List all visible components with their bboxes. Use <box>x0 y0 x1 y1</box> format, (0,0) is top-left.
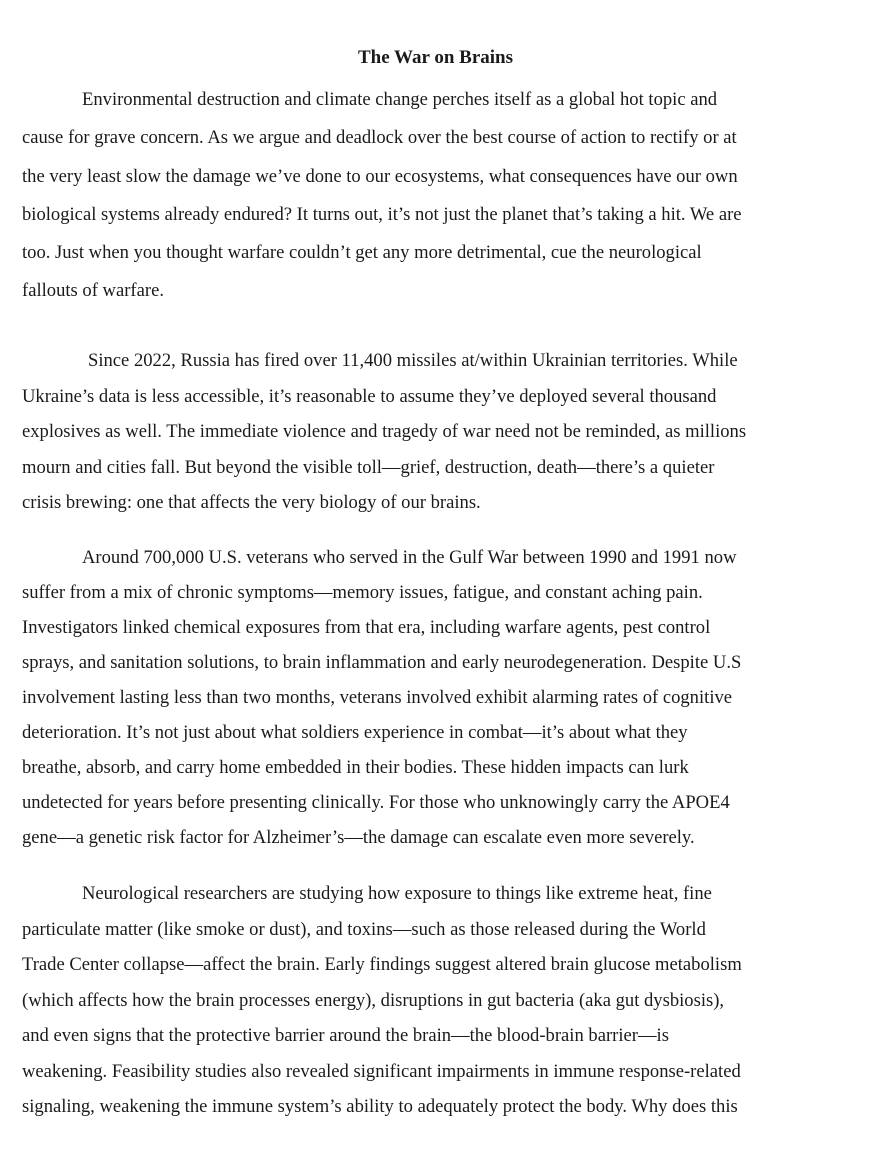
text-line: Around 700,000 U.S. veterans who served in the Gulf War between 1990 and 1991 now <box>82 547 737 568</box>
page-title: The War on Brains <box>357 47 514 68</box>
text-line: biological systems already endured? It turns out, it’s not just the planet that’s taking a hit. We are <box>22 203 742 225</box>
text-line: Investigators linked chemical exposures from that era, including warfare agents, pest control <box>22 617 711 638</box>
text-line: (which affects how the brain processes energy), disruptions in gut bacteria (aka gut dysbiosis), <box>22 989 725 1011</box>
text-line: Environmental destruction and climate change perches itself as a global hot topic and <box>82 89 718 110</box>
text-line: deterioration. It’s not just about what soldiers experience in combat—it’s about what they <box>22 722 688 743</box>
text-line: and even signs that the protective barrier around the brain—the blood-brain barrier—is <box>22 1025 669 1046</box>
text-line: breathe, absorb, and carry home embedded in their bodies. These hidden impacts can lurk <box>22 757 689 778</box>
text-line: particulate matter (like smoke or dust), and toxins—such as those released during the World <box>22 918 706 940</box>
text-line: signaling, weakening the immune system’s ability to adequately protect the body. Why does this <box>22 1096 738 1117</box>
text-line: Neurological researchers are studying how exposure to things like extreme heat, fine <box>82 883 712 904</box>
text-line: suffer from a mix of chronic symptoms—memory issues, fatigue, and constant aching pain. <box>22 582 703 603</box>
text-line: mourn and cities fall. But beyond the visible toll—grief, destruction, death—there’s a quieter <box>22 456 715 478</box>
text-line: crisis brewing: one that affects the very biology of our brains. <box>22 492 481 513</box>
paragraph-1 <box>22 81 822 311</box>
text-line: sprays, and sanitation solutions, to brain inflammation and early neurodegeneration. Despite U.S <box>22 652 742 673</box>
text-line: undetected for years before presenting clinically. For those who unknowingly carry the APOE4 <box>22 792 730 813</box>
paragraph-4 <box>22 876 822 1125</box>
text-line: Trade Center collapse—affect the brain. Early findings suggest altered brain glucose metabolism <box>22 954 742 975</box>
text-line: Since 2022, Russia has fired over 11,400 missiles at/within Ukrainian territories. While <box>88 350 738 371</box>
text-line: too. Just when you thought warfare couldn’t get any more detrimental, cue the neurological <box>22 242 702 264</box>
text-line: involvement lasting less than two months, veterans involved exhibit alarming rates of cognitive <box>22 687 733 708</box>
text-line: gene—a genetic risk factor for Alzheimer’s—the damage can escalate even more severely. <box>22 827 695 848</box>
text-line: the very least slow the damage we’ve done to our ecosystems, what consequences have our own <box>22 165 738 187</box>
text-line: fallouts of warfare. <box>22 280 164 302</box>
paragraph-2 <box>22 343 822 521</box>
text-line: explosives as well. The immediate violence and tragedy of war need not be reminded, as millions <box>22 421 747 442</box>
paragraph-3 <box>22 540 822 855</box>
text-line: Ukraine’s data is less accessible, it’s reasonable to assume they’ve deployed several thousand <box>22 385 717 407</box>
text-line: cause for grave concern. As we argue and deadlock over the best course of action to rectify or at <box>22 127 737 149</box>
text-line: weakening. Feasibility studies also revealed significant impairments in immune response-related <box>22 1060 741 1082</box>
